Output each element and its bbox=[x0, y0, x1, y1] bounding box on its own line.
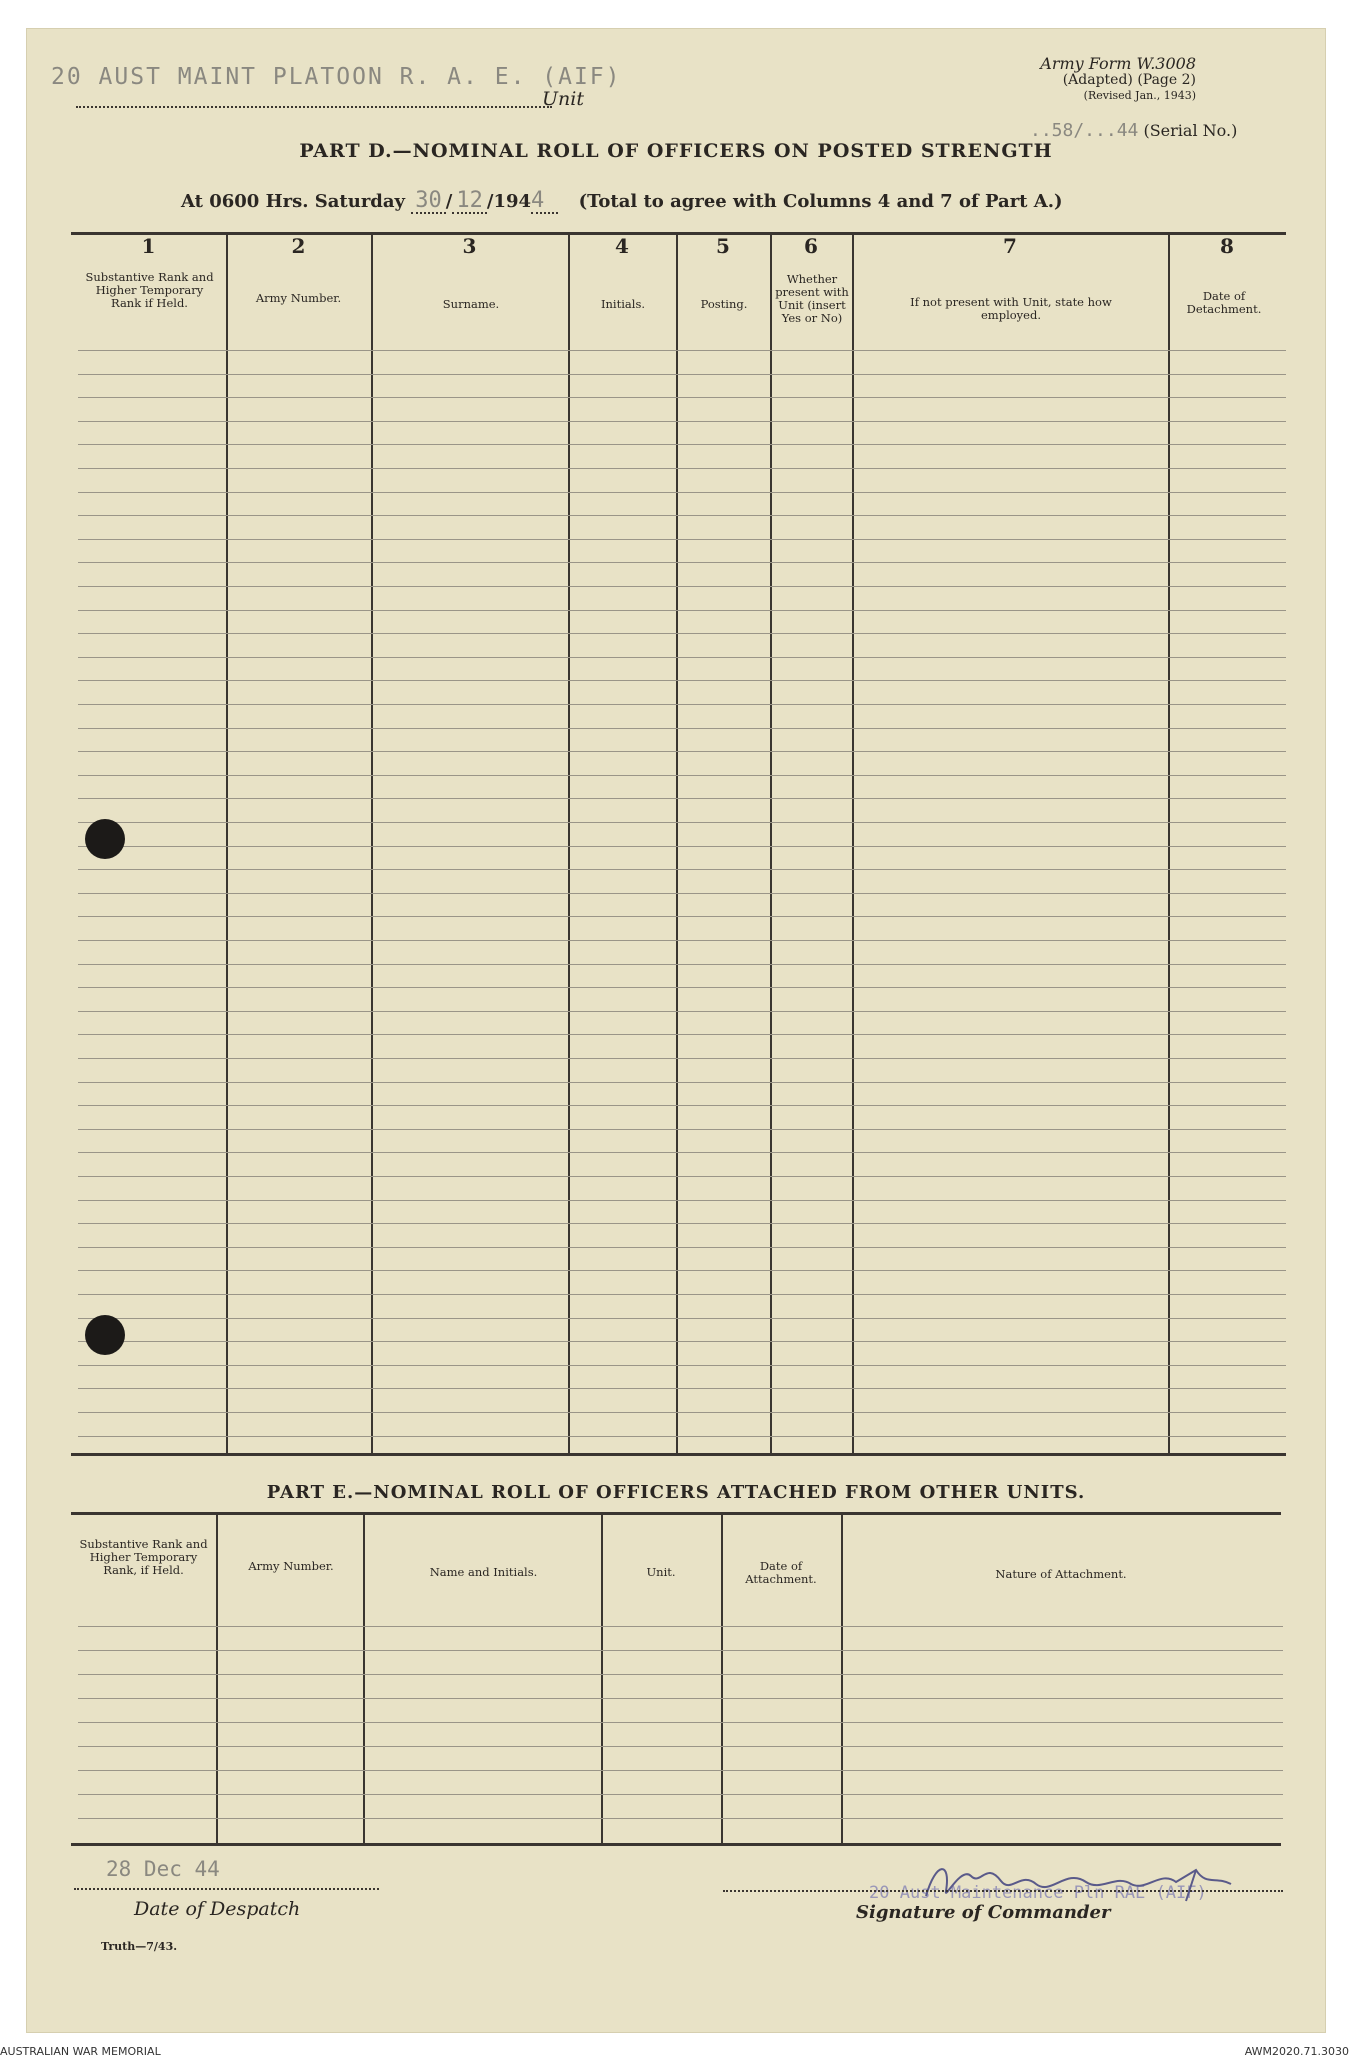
ruled-line bbox=[78, 1152, 1286, 1153]
ruled-line bbox=[78, 1011, 1286, 1012]
ruled-line bbox=[78, 940, 1286, 941]
ruled-line bbox=[78, 1200, 1286, 1201]
signature-label: Signature of Commander bbox=[856, 1902, 1111, 1923]
ruled-line bbox=[78, 1818, 1283, 1819]
e-col-head-rank: Substantive Rank and Higher Temporary Rank, if Held. bbox=[79, 1537, 208, 1577]
ruled-line bbox=[78, 468, 1286, 469]
col-head-posting: Posting. bbox=[700, 297, 748, 311]
ruled-line bbox=[78, 492, 1286, 493]
col-num-3: 3 bbox=[462, 234, 477, 258]
ruled-line bbox=[78, 916, 1286, 917]
col-head-rank: Substantive Rank and Higher Temporary Rank if Held. bbox=[85, 270, 214, 310]
col-head-initials: Initials. bbox=[600, 297, 646, 311]
punch-hole bbox=[85, 1315, 125, 1355]
ruled-line bbox=[78, 1105, 1286, 1106]
col-head-whether-present: Whether present with Unit (insert Yes or No) bbox=[775, 272, 849, 325]
ruled-line bbox=[78, 1388, 1286, 1389]
ruled-line bbox=[78, 1082, 1286, 1083]
ruled-line bbox=[78, 1722, 1283, 1723]
signature-dotted-line bbox=[723, 1890, 1283, 1892]
ruled-line bbox=[78, 1223, 1286, 1224]
ruled-line bbox=[78, 444, 1286, 445]
col-head-date-detachment: Date of Detachment. bbox=[1186, 289, 1262, 316]
ruled-line bbox=[78, 350, 1286, 351]
ruled-line bbox=[78, 846, 1286, 847]
ruled-line bbox=[78, 822, 1286, 823]
army-form-ref bbox=[1040, 56, 1196, 104]
part-e-top-rule bbox=[71, 1512, 1281, 1515]
commander-signature bbox=[916, 1856, 1276, 1906]
unit-dotted-line bbox=[76, 106, 552, 108]
ruled-line bbox=[78, 1270, 1286, 1271]
ruled-line bbox=[78, 680, 1286, 681]
part-e-title: PART E.—NOMINAL ROLL OF OFFICERS ATTACHED FROM OTHER UNITS. bbox=[266, 1482, 1086, 1503]
day-typed: 30 bbox=[415, 188, 442, 213]
ruled-line bbox=[78, 1365, 1286, 1366]
part-e-bottom-rule bbox=[71, 1843, 1281, 1846]
year-digit-typed: 4 bbox=[531, 188, 545, 213]
ruled-line bbox=[78, 798, 1286, 799]
year-prefix: 194 bbox=[493, 191, 532, 212]
ruled-line bbox=[78, 775, 1286, 776]
despatch-date-typed: 28 Dec 44 bbox=[106, 1857, 220, 1881]
army-form-line1: Army Form W.3008 bbox=[1040, 54, 1196, 73]
ruled-line bbox=[78, 1034, 1286, 1035]
ruled-line bbox=[78, 421, 1286, 422]
despatch-label: Date of Despatch bbox=[134, 1898, 301, 1920]
ruled-line bbox=[78, 397, 1286, 398]
at-prefix: At 0600 Hrs. Saturday bbox=[181, 191, 406, 212]
ruled-line bbox=[78, 1626, 1283, 1627]
col-num-8: 8 bbox=[1220, 234, 1234, 258]
ruled-line bbox=[78, 1318, 1286, 1319]
part-d-bottom-rule bbox=[71, 1453, 1286, 1456]
ruled-line bbox=[78, 893, 1286, 894]
col-num-1: 1 bbox=[141, 234, 156, 258]
serial-label: (Serial No.) bbox=[1143, 121, 1238, 140]
archive-accession: AWM2020.71.3030 bbox=[1244, 2045, 1349, 2058]
ruled-line bbox=[78, 1650, 1283, 1651]
ruled-line bbox=[78, 987, 1286, 988]
ruled-line bbox=[78, 1674, 1283, 1675]
ruled-line bbox=[78, 1436, 1286, 1437]
e-col-head-army-number: Army Number. bbox=[248, 1559, 334, 1573]
total-note: (Total to agree with Columns 4 and 7 of Part A.) bbox=[578, 191, 1063, 212]
ruled-line bbox=[78, 704, 1286, 705]
ruled-line bbox=[78, 562, 1286, 563]
ruled-line bbox=[78, 1294, 1286, 1295]
serial-number bbox=[1030, 120, 1237, 141]
ruled-line bbox=[78, 1058, 1286, 1059]
ruled-line bbox=[78, 1770, 1283, 1771]
col-num-4: 4 bbox=[615, 234, 629, 258]
printer-imprint: Truth—7/43. bbox=[101, 1940, 178, 1953]
ruled-line bbox=[78, 1794, 1283, 1795]
e-col-head-date-attachment: Date of Attachment. bbox=[745, 1559, 817, 1586]
ruled-line bbox=[78, 374, 1286, 375]
ruled-line bbox=[78, 633, 1286, 634]
ruled-line bbox=[78, 1247, 1286, 1248]
e-col-head-name-initials: Name and Initials. bbox=[429, 1565, 538, 1579]
month-typed: 12 bbox=[456, 188, 483, 213]
punch-hole bbox=[85, 819, 125, 859]
form-sheet bbox=[26, 28, 1326, 2033]
col-num-2: 2 bbox=[291, 234, 306, 258]
unit-stamp: 20 Aust Maintenance Pln RAE (AIF) bbox=[869, 1883, 1207, 1903]
col-head-surname: Surname. bbox=[442, 297, 500, 311]
ruled-line bbox=[78, 539, 1286, 540]
army-form-line3: (Revised Jan., 1943) bbox=[1083, 89, 1196, 102]
despatch-dotted-line bbox=[74, 1888, 379, 1890]
ruled-line bbox=[78, 751, 1286, 752]
ruled-line bbox=[78, 1129, 1286, 1130]
ruled-line bbox=[78, 610, 1286, 611]
col-num-6: 6 bbox=[804, 234, 818, 258]
ruled-line bbox=[78, 1341, 1286, 1342]
serial-typed: ..58/...44 bbox=[1030, 120, 1139, 141]
ruled-line bbox=[78, 657, 1286, 658]
army-form-line2: (Adapted) (Page 2) bbox=[1062, 72, 1196, 88]
ruled-line bbox=[78, 1176, 1286, 1177]
ruled-line bbox=[78, 586, 1286, 587]
at-date-line: At 0600 Hrs. Saturday 30 / 12 /1944 (Total to agree with Columns 4 and 7 of Part A.) bbox=[181, 188, 1063, 213]
col-head-army-number: Army Number. bbox=[255, 291, 342, 305]
ruled-line bbox=[78, 1412, 1286, 1413]
ruled-line bbox=[78, 1746, 1283, 1747]
ruled-line bbox=[78, 728, 1286, 729]
e-col-head-unit: Unit. bbox=[646, 1565, 676, 1579]
ruled-line bbox=[78, 964, 1286, 965]
ruled-line bbox=[78, 869, 1286, 870]
col-num-5: 5 bbox=[716, 234, 730, 258]
archive-credit: AUSTRALIAN WAR MEMORIAL bbox=[0, 2045, 161, 2058]
ruled-line bbox=[78, 515, 1286, 516]
e-col-head-nature-attachment: Nature of Attachment. bbox=[995, 1567, 1127, 1581]
part-d-title: PART D.—NOMINAL ROLL OF OFFICERS ON POSTED STRENGTH bbox=[299, 140, 1053, 162]
unit-typed: 20 AUST MAINT PLATOON R. A. E. (AIF) bbox=[51, 64, 622, 90]
col-head-how-employed: If not present with Unit, state how employed. bbox=[910, 295, 1112, 322]
unit-label: Unit bbox=[542, 88, 584, 110]
ruled-line bbox=[78, 1698, 1283, 1699]
col-num-7: 7 bbox=[1003, 234, 1017, 258]
